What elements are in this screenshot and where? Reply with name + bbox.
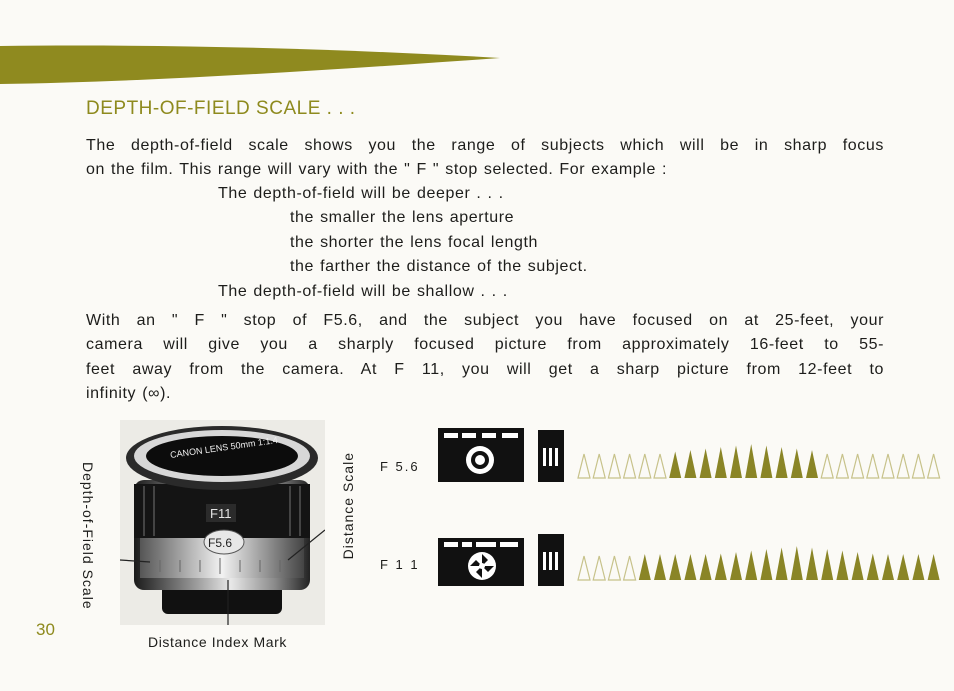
f11-tree-14: [776, 548, 788, 581]
f56-tree-3: [608, 454, 620, 478]
f11-label: F 1 1: [380, 557, 420, 572]
f11-tree-22: [897, 554, 909, 580]
paragraph2-line3: feet away from the camera. At F 11, you will get a sharp picture from 12-feet to: [86, 361, 884, 378]
paragraph2-line1: With an " F " stop of F5.6, and the subject you have focused on at 25-feet, your: [86, 312, 884, 329]
f56-tree-9: [700, 449, 712, 479]
f56-tree-4: [624, 454, 636, 478]
f11-tree-6: [654, 554, 666, 580]
f11-tree-5: [639, 554, 651, 580]
depth-of-field-scale-label: Depth-of-Field Scale: [80, 462, 96, 610]
f56-tree-6: [654, 454, 666, 478]
f11-tree-16: [806, 548, 818, 581]
f56-tree-19: [852, 454, 864, 478]
f11-tree-9: [700, 554, 712, 580]
lens-photo: [120, 420, 325, 625]
f11-tree-7: [669, 554, 681, 580]
f11-tree-15: [791, 546, 803, 580]
f11-tree-2: [593, 556, 605, 580]
f56-tree-15: [791, 449, 803, 479]
f11-tree-3: [608, 556, 620, 580]
f56-tree-13: [760, 446, 772, 479]
section-heading: DEPTH-OF-FIELD SCALE . . .: [86, 98, 356, 119]
lens-f11-mark: F11: [210, 506, 232, 521]
shallow-intro: The depth-of-field will be shallow . . .: [218, 283, 508, 300]
f56-tree-16: [806, 450, 818, 478]
f56-tree-2: [593, 454, 605, 478]
f56-tree-7: [669, 452, 681, 479]
f11-tree-11: [730, 552, 742, 580]
camera-front-icon-f56: [438, 428, 528, 482]
lens-f56-mark: F5.6: [208, 536, 233, 550]
f11-tree-8: [684, 554, 696, 580]
deeper-item-3: the farther the distance of the subject.: [290, 258, 588, 275]
paragraph1-line1: The depth-of-field scale shows you the range of subjects which will be in sharp focus: [86, 137, 884, 154]
f56-tree-17: [821, 454, 833, 478]
f56-tree-24: [928, 454, 940, 478]
f56-tree-11: [730, 446, 742, 479]
page-number: 30: [36, 620, 55, 639]
f56-tree-12: [745, 444, 757, 478]
f56-tree-21: [882, 454, 894, 478]
deeper-item-1: the smaller the lens aperture: [290, 209, 515, 226]
f56-tree-5: [639, 454, 651, 478]
f56-label: F 5.6: [380, 459, 420, 474]
paragraph2-line2: camera will give you a sharply focused picture from approximately 16-feet to 55-: [86, 336, 884, 353]
f11-tree-17: [821, 549, 833, 580]
deeper-item-2: the shorter the lens focal length: [290, 234, 539, 251]
f56-tree-8: [684, 450, 696, 478]
distance-index-mark-label: Distance Index Mark: [148, 634, 288, 650]
f11-tree-18: [836, 551, 848, 581]
f56-tree-22: [897, 454, 909, 478]
deeper-intro: The depth-of-field will be deeper . . .: [218, 185, 504, 202]
f56-tree-1: [578, 454, 590, 478]
f11-tree-13: [760, 549, 772, 580]
depth-trees-f56: [538, 428, 948, 484]
f11-tree-1: [578, 556, 590, 580]
f11-tree-23: [912, 554, 924, 580]
f56-tree-23: [912, 454, 924, 478]
f56-tree-18: [836, 454, 848, 478]
lens-engraving: CANON LENS 50mm 1:1.4: [169, 434, 279, 460]
depth-trees-f11: [538, 530, 948, 586]
f11-tree-24: [928, 554, 940, 580]
camera-front-icon-f11: [438, 532, 528, 586]
header-banner: [0, 40, 520, 90]
paragraph1-line2: on the film. This range will vary with the " F " stop selected. For example :: [86, 161, 668, 178]
f11-tree-10: [715, 554, 727, 581]
f56-tree-20: [867, 454, 879, 478]
f11-tree-12: [745, 551, 757, 581]
paragraph2-line4: infinity (∞).: [86, 385, 172, 402]
f56-tree-14: [776, 447, 788, 478]
distance-scale-label: Distance Scale: [340, 452, 356, 560]
f11-tree-4: [624, 556, 636, 580]
f11-tree-19: [852, 552, 864, 580]
f56-tree-10: [715, 447, 727, 478]
f11-tree-21: [882, 554, 894, 580]
f11-tree-20: [867, 554, 879, 581]
